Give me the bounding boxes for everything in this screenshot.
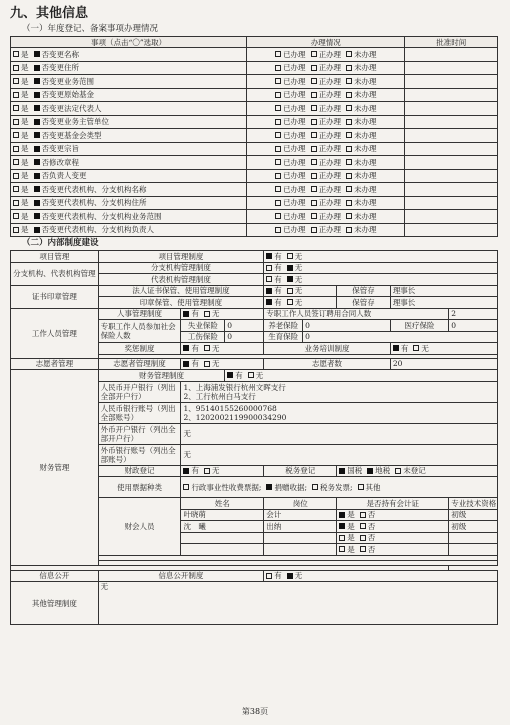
checkbox-icon[interactable]: [395, 468, 401, 474]
checkbox-checked-icon[interactable]: [183, 345, 189, 351]
checkbox-icon[interactable]: [346, 65, 352, 71]
pension-value[interactable]: 0: [303, 320, 391, 332]
seal-mgmt-label: 证书印章管理: [11, 285, 99, 308]
checkbox-icon[interactable]: [346, 227, 352, 233]
annual-item-row: [11, 48, 498, 62]
annual-item-cell[interactable]: 是 否变更名称: [11, 48, 247, 62]
checkbox-icon[interactable]: [183, 484, 189, 490]
staff-cert-choice[interactable]: 是 否: [337, 544, 449, 556]
header-status: 办理情况: [247, 37, 405, 48]
checkbox-checked-icon[interactable]: [34, 159, 40, 165]
checkbox-icon[interactable]: [346, 132, 352, 138]
injury-value[interactable]: 0: [225, 331, 264, 343]
annual-table: [10, 36, 498, 237]
checkbox-icon[interactable]: [311, 105, 317, 111]
staff-name[interactable]: [181, 532, 264, 544]
checkbox-icon[interactable]: [13, 51, 19, 57]
fx-bank-value[interactable]: 无: [181, 423, 498, 444]
annual-date-cell[interactable]: [405, 183, 498, 197]
staff-name[interactable]: [181, 544, 264, 556]
annual-status-cell[interactable]: 已办理 正办理 未办理: [247, 142, 405, 156]
staff-header-title: 专业技术资格: [449, 498, 498, 510]
annual-item-label: 变更代表机构、分支机构业务范围: [49, 211, 162, 221]
finance-reg-label: 财政登记: [98, 465, 181, 477]
tax-reg-choice[interactable]: 国税 地税 未登记: [337, 465, 498, 477]
staff-title[interactable]: 初级: [449, 509, 498, 521]
finance-system-label: 财务管理制度: [98, 370, 225, 382]
staff-header-name: 姓名: [181, 498, 264, 510]
staff-post[interactable]: 出纳: [264, 521, 337, 533]
table-row: [11, 358, 498, 370]
checkbox-icon[interactable]: [346, 146, 352, 152]
staff-post[interactable]: 会计: [264, 509, 337, 521]
checkbox-checked-icon[interactable]: [34, 213, 40, 219]
annual-item-row: [11, 142, 498, 156]
checkbox-icon[interactable]: [311, 213, 317, 219]
checkbox-icon[interactable]: [13, 173, 19, 179]
internal-section-title: （二）内部制度建设: [22, 238, 99, 248]
unemployment-value[interactable]: 0: [225, 320, 264, 332]
checkbox-checked-icon[interactable]: [287, 573, 293, 579]
annual-item-label: 变更代表机构、分支机构名称: [49, 184, 147, 194]
checkbox-checked-icon[interactable]: [367, 468, 373, 474]
staff-name[interactable]: 沈 曦: [181, 521, 264, 533]
seal-use-choice[interactable]: 有 无: [264, 297, 337, 309]
checkbox-icon[interactable]: [266, 265, 272, 271]
checkbox-icon[interactable]: [275, 186, 281, 192]
annual-item-cell[interactable]: 是 否变更宗旨: [11, 142, 247, 156]
fulltime-count-label: 专职工作人员签订聘用合同人数: [264, 308, 449, 320]
checkbox-icon[interactable]: [311, 227, 317, 233]
invoice-type-choice[interactable]: 行政事业性收费票据; 捐赠收据; 税务发票; 其他: [181, 477, 498, 498]
annual-item-cell[interactable]: 是 否变更法定代表人: [11, 102, 247, 116]
annual-item-label: 变更名称: [49, 49, 79, 59]
checkbox-checked-icon[interactable]: [339, 468, 345, 474]
staff-title[interactable]: 初级: [449, 521, 498, 533]
project-mgmt-system-label: 项目管理制度: [98, 251, 264, 263]
annual-item-label: 变更业务主管单位: [49, 117, 109, 127]
checkbox-icon[interactable]: [275, 132, 281, 138]
checkbox-icon[interactable]: [311, 119, 317, 125]
table-row: [11, 251, 498, 263]
staff-header-post: 岗位: [264, 498, 337, 510]
injury-label: 工伤保险: [181, 331, 225, 343]
fulltime-count-value[interactable]: 2: [449, 308, 498, 320]
checkbox-icon[interactable]: [358, 484, 364, 490]
annual-item-label: 变更代表机构、分支机构住所: [49, 198, 147, 208]
fx-account-value[interactable]: 无: [181, 444, 498, 465]
keeper-value: 理事长: [390, 297, 497, 309]
checkbox-checked-icon[interactable]: [34, 105, 40, 111]
annual-status-cell[interactable]: 已办理 正办理 未办理: [247, 48, 405, 62]
annual-item-label: 变更法定代表人: [49, 103, 102, 113]
staff-mgmt-label: 工作人员管理: [11, 308, 99, 358]
branch-mgmt-choice[interactable]: 有 无: [264, 262, 498, 274]
annual-status-cell[interactable]: 已办理 正办理 未办理: [247, 102, 405, 116]
annual-date-cell[interactable]: [405, 48, 498, 62]
annual-item-cell[interactable]: 是 否变更代表机构、分支机构住所: [11, 196, 247, 210]
project-mgmt-label: 项目管理: [11, 251, 99, 263]
checkbox-icon[interactable]: [13, 227, 19, 233]
checkbox-icon[interactable]: [360, 546, 366, 552]
annual-status-cell[interactable]: 已办理 正办理 未办理: [247, 156, 405, 170]
checkbox-icon[interactable]: [13, 78, 19, 84]
staff-header-cert: 是否持有会计证: [337, 498, 449, 510]
annual-section-title: （一）年度登记、备案事项办理情况: [22, 24, 159, 34]
annual-item-cell[interactable]: 是 否变更代表机构、分支机构负责人: [11, 223, 247, 237]
maternity-value[interactable]: 0: [303, 331, 498, 343]
checkbox-checked-icon[interactable]: [34, 51, 40, 57]
table-row: [11, 285, 498, 297]
checkbox-icon[interactable]: [275, 119, 281, 125]
annual-item-row: [11, 61, 498, 75]
annual-item-row: [11, 115, 498, 129]
fx-bank-label: 外币开户银行（列出全部开户行）: [98, 423, 181, 444]
checkbox-icon[interactable]: [311, 186, 317, 192]
checkbox-icon[interactable]: [275, 159, 281, 165]
annual-date-cell[interactable]: [405, 142, 498, 156]
annual-date-cell[interactable]: [405, 88, 498, 102]
checkbox-icon[interactable]: [275, 65, 281, 71]
annual-item-cell[interactable]: 是 否变更住所: [11, 61, 247, 75]
annual-item-label: 变更住所: [49, 63, 79, 73]
tax-reg-label: 税务登记: [264, 465, 337, 477]
checkbox-icon[interactable]: [311, 65, 317, 71]
project-mgmt-choice[interactable]: 有 无: [264, 251, 498, 263]
invoice-type-label: 使用票据种类: [98, 477, 181, 498]
checkbox-icon[interactable]: [275, 173, 281, 179]
medical-value[interactable]: 0: [449, 320, 498, 332]
internal-table: [10, 250, 498, 625]
volunteer-mgmt-label: 志愿者管理: [11, 358, 99, 370]
checkbox-icon[interactable]: [346, 105, 352, 111]
checkbox-checked-icon[interactable]: [339, 523, 345, 529]
staff-title[interactable]: [449, 532, 498, 544]
annual-status-cell[interactable]: 已办理 正办理 未办理: [247, 115, 405, 129]
checkbox-icon[interactable]: [13, 105, 19, 111]
annual-item-label: 变更原始基金: [49, 90, 94, 100]
reward-system-label: 奖惩制度: [98, 343, 181, 355]
checkbox-checked-icon[interactable]: [34, 132, 40, 138]
staff-cert-choice[interactable]: 是 否: [337, 532, 449, 544]
checkbox-checked-icon[interactable]: [34, 65, 40, 71]
checkbox-checked-icon[interactable]: [183, 468, 189, 474]
annual-item-row: [11, 223, 498, 237]
checkbox-icon[interactable]: [13, 146, 19, 152]
checkbox-icon[interactable]: [346, 92, 352, 98]
keeper-label: 保管存: [337, 297, 391, 309]
staff-post[interactable]: [264, 544, 337, 556]
checkbox-icon[interactable]: [204, 311, 210, 317]
checkbox-checked-icon[interactable]: [287, 265, 293, 271]
checkbox-checked-icon[interactable]: [287, 276, 293, 282]
annual-status-cell[interactable]: 已办理 正办理 未办理: [247, 88, 405, 102]
annual-status-cell[interactable]: 已办理 正办理 未办理: [247, 129, 405, 143]
annual-item-row: [11, 156, 498, 170]
checkbox-icon[interactable]: [339, 546, 345, 552]
checkbox-icon[interactable]: [287, 288, 293, 294]
fx-account-label: 外币银行账号（列出全部账号）: [98, 444, 181, 465]
table-row: [11, 570, 498, 582]
checkbox-icon[interactable]: [13, 92, 19, 98]
checkbox-checked-icon[interactable]: [266, 253, 272, 259]
checkbox-checked-icon[interactable]: [34, 146, 40, 152]
header-item: 事项（点击“〇”选取）: [11, 37, 247, 48]
checkbox-checked-icon[interactable]: [34, 92, 40, 98]
annual-status-cell[interactable]: 已办理 正办理 未办理: [247, 223, 405, 237]
checkbox-checked-icon[interactable]: [34, 186, 40, 192]
checkbox-icon[interactable]: [346, 173, 352, 179]
annual-item-row: [11, 196, 498, 210]
keeper-label: 保管存: [337, 285, 391, 297]
annual-status-cell[interactable]: 已办理 正办理 未办理: [247, 75, 405, 89]
annual-date-cell[interactable]: [405, 115, 498, 129]
checkbox-checked-icon[interactable]: [183, 361, 189, 367]
annual-status-cell[interactable]: 已办理 正办理 未办理: [247, 61, 405, 75]
annual-item-label: 修改章程: [49, 157, 79, 167]
header-approval-date: 批准时间: [405, 37, 498, 48]
checkbox-icon[interactable]: [311, 146, 317, 152]
checkbox-icon[interactable]: [248, 372, 254, 378]
checkbox-icon[interactable]: [360, 523, 366, 529]
annual-item-label: 负责人变更: [49, 171, 87, 181]
info-disclosure-label: 信息公开: [11, 570, 99, 582]
annual-status-cell[interactable]: 已办理 正办理 未办理: [247, 169, 405, 183]
annual-item-cell[interactable]: 是 否修改章程: [11, 156, 247, 170]
checkbox-icon[interactable]: [275, 213, 281, 219]
checkbox-icon[interactable]: [346, 119, 352, 125]
checkbox-checked-icon[interactable]: [339, 512, 345, 518]
checkbox-icon[interactable]: [346, 78, 352, 84]
volunteer-system-label: 志愿者管理制度: [98, 358, 181, 370]
annual-status-cell[interactable]: 已办理 正办理 未办理: [247, 210, 405, 224]
checkbox-icon[interactable]: [346, 186, 352, 192]
cert-seal-choice[interactable]: 有 无: [264, 285, 337, 297]
rmb-bank-values[interactable]: 1、上海浦发银行杭州文晖支行 2、工行杭州白马支行: [181, 381, 498, 402]
checkbox-checked-icon[interactable]: [266, 299, 272, 305]
checkbox-icon[interactable]: [275, 78, 281, 84]
finance-system-choice[interactable]: 有 无: [225, 370, 498, 382]
annual-item-row: [11, 88, 498, 102]
other-mgmt-value[interactable]: 无: [98, 582, 497, 625]
page-number: 第38页: [241, 707, 269, 716]
staff-name[interactable]: 叶晓萌: [181, 509, 264, 521]
checkbox-icon[interactable]: [311, 78, 317, 84]
checkbox-icon[interactable]: [13, 132, 19, 138]
checkbox-icon[interactable]: [287, 253, 293, 259]
checkbox-checked-icon[interactable]: [266, 484, 272, 490]
checkbox-icon[interactable]: [275, 105, 281, 111]
annual-date-cell[interactable]: [405, 75, 498, 89]
annual-date-cell[interactable]: [405, 210, 498, 224]
hr-system-choice[interactable]: 有 无: [181, 308, 264, 320]
checkbox-icon[interactable]: [346, 200, 352, 206]
annual-date-cell[interactable]: [405, 223, 498, 237]
insurance-label: 专职工作人员参加社会保险人数: [98, 320, 181, 343]
checkbox-checked-icon[interactable]: [34, 78, 40, 84]
annual-date-cell[interactable]: [405, 196, 498, 210]
table-row: [11, 262, 498, 274]
annual-item-row: [11, 75, 498, 89]
annual-item-label: 变更业务范围: [49, 76, 94, 86]
staff-title[interactable]: [449, 544, 498, 556]
maternity-label: 生育保险: [264, 331, 303, 343]
checkbox-checked-icon[interactable]: [266, 288, 272, 294]
annual-item-row: [11, 183, 498, 197]
annual-item-row: [11, 169, 498, 183]
checkbox-checked-icon[interactable]: [34, 119, 40, 125]
branch-mgmt-label: 分支机构、代表机构管理: [11, 262, 99, 285]
checkbox-icon[interactable]: [204, 468, 210, 474]
checkbox-checked-icon[interactable]: [183, 311, 189, 317]
seal-use-system-label: 印章保管、使用管理制度: [98, 297, 264, 309]
info-disclosure-choice[interactable]: 有 无: [264, 570, 498, 582]
checkbox-checked-icon[interactable]: [393, 345, 399, 351]
annual-item-row: [11, 210, 498, 224]
other-mgmt-label: 其他管理制度: [11, 582, 99, 625]
annual-header-row: [11, 37, 498, 48]
checkbox-checked-icon[interactable]: [34, 227, 40, 233]
checkbox-icon[interactable]: [204, 361, 210, 367]
table-row: [11, 308, 498, 320]
annual-date-cell[interactable]: [405, 61, 498, 75]
staff-cert-choice[interactable]: 是 否: [337, 509, 449, 521]
checkbox-icon[interactable]: [346, 159, 352, 165]
training-system-choice[interactable]: 有 无: [390, 343, 497, 355]
table-row: [11, 582, 498, 625]
checkbox-icon[interactable]: [275, 51, 281, 57]
checkbox-icon[interactable]: [311, 200, 317, 206]
volunteer-system-choice[interactable]: 有 无: [181, 358, 264, 370]
checkbox-checked-icon[interactable]: [34, 173, 40, 179]
annual-item-label: 变更宗旨: [49, 144, 79, 154]
checkbox-checked-icon[interactable]: [34, 200, 40, 206]
rmb-bank-label: 人民币开户银行（列出全部开户行）: [98, 381, 181, 402]
annual-item-cell[interactable]: 是 否变更原始基金: [11, 88, 247, 102]
annual-item-label: 变更代表机构、分支机构负责人: [49, 225, 154, 235]
annual-item-label: 变更基金会类型: [49, 130, 102, 140]
annual-date-cell[interactable]: [405, 156, 498, 170]
checkbox-icon[interactable]: [275, 200, 281, 206]
annual-item-cell[interactable]: 是 否变更代表机构、分支机构业务范围: [11, 210, 247, 224]
accounting-staff-label: 财会人员: [98, 498, 181, 556]
checkbox-icon[interactable]: [346, 213, 352, 219]
volunteer-count-value[interactable]: 20: [390, 358, 497, 370]
annual-date-cell[interactable]: [405, 169, 498, 183]
annual-date-cell[interactable]: [405, 102, 498, 116]
checkbox-checked-icon[interactable]: [227, 372, 233, 378]
checkbox-icon[interactable]: [275, 92, 281, 98]
checkbox-icon[interactable]: [360, 535, 366, 541]
rmb-account-label: 人民币银行账号（列出全部账号）: [98, 402, 181, 423]
annual-status-cell[interactable]: 已办理 正办理 未办理: [247, 183, 405, 197]
checkbox-icon[interactable]: [275, 227, 281, 233]
annual-date-cell[interactable]: [405, 129, 498, 143]
checkbox-icon[interactable]: [13, 159, 19, 165]
info-disclosure-system-label: 信息公开制度: [98, 570, 264, 582]
checkbox-icon[interactable]: [275, 146, 281, 152]
checkbox-icon[interactable]: [312, 484, 318, 490]
checkbox-icon[interactable]: [346, 51, 352, 57]
checkbox-icon[interactable]: [266, 276, 272, 282]
keeper-value: 理事长: [390, 285, 497, 297]
checkbox-icon[interactable]: [311, 173, 317, 179]
checkbox-icon[interactable]: [311, 132, 317, 138]
section-title: 九、其他信息: [10, 6, 89, 21]
checkbox-icon[interactable]: [204, 345, 210, 351]
staff-cert-choice[interactable]: 是 否: [337, 521, 449, 533]
checkbox-icon[interactable]: [311, 159, 317, 165]
checkbox-icon[interactable]: [13, 119, 19, 125]
pension-label: 养老保险: [264, 320, 303, 332]
annual-item-cell[interactable]: 是 否变更业务范围: [11, 75, 247, 89]
annual-item-cell[interactable]: 是 否变更业务主管单位: [11, 115, 247, 129]
rep-mgmt-system-label: 代表机构管理制度: [98, 274, 264, 286]
checkbox-icon[interactable]: [287, 299, 293, 305]
reward-system-choice[interactable]: 有 无: [181, 343, 264, 355]
rep-mgmt-choice[interactable]: 有 无: [264, 274, 498, 286]
unemployment-label: 失业保险: [181, 320, 225, 332]
annual-item-cell[interactable]: 是 否变更基金会类型: [11, 129, 247, 143]
finance-reg-choice[interactable]: 有 无: [181, 465, 264, 477]
branch-mgmt-system-label: 分支机构管理制度: [98, 262, 264, 274]
annual-item-cell[interactable]: 是 否负责人变更: [11, 169, 247, 183]
checkbox-icon[interactable]: [13, 200, 19, 206]
volunteer-count-label: 志愿者数: [264, 358, 391, 370]
table-row: [11, 370, 498, 382]
checkbox-icon[interactable]: [13, 65, 19, 71]
hr-system-label: 人事管理制度: [98, 308, 181, 320]
checkbox-icon[interactable]: [13, 213, 19, 219]
checkbox-icon[interactable]: [413, 345, 419, 351]
checkbox-icon[interactable]: [360, 512, 366, 518]
checkbox-icon[interactable]: [266, 573, 272, 579]
staff-post[interactable]: [264, 532, 337, 544]
annual-item-row: [11, 129, 498, 143]
annual-status-cell[interactable]: 已办理 正办理 未办理: [247, 196, 405, 210]
annual-item-row: [11, 102, 498, 116]
training-system-label: 业务培训制度: [264, 343, 391, 355]
checkbox-icon[interactable]: [311, 51, 317, 57]
cert-seal-system-label: 法人证书保管、使用管理制度: [98, 285, 264, 297]
rmb-account-values[interactable]: 1、95140155260000768 2、1202002119900034290: [181, 402, 498, 423]
medical-label: 医疗保险: [390, 320, 448, 332]
checkbox-icon[interactable]: [339, 535, 345, 541]
finance-mgmt-label: 财务管理: [11, 370, 99, 566]
checkbox-icon[interactable]: [13, 186, 19, 192]
annual-item-cell[interactable]: 是 否变更代表机构、分支机构名称: [11, 183, 247, 197]
checkbox-icon[interactable]: [311, 92, 317, 98]
